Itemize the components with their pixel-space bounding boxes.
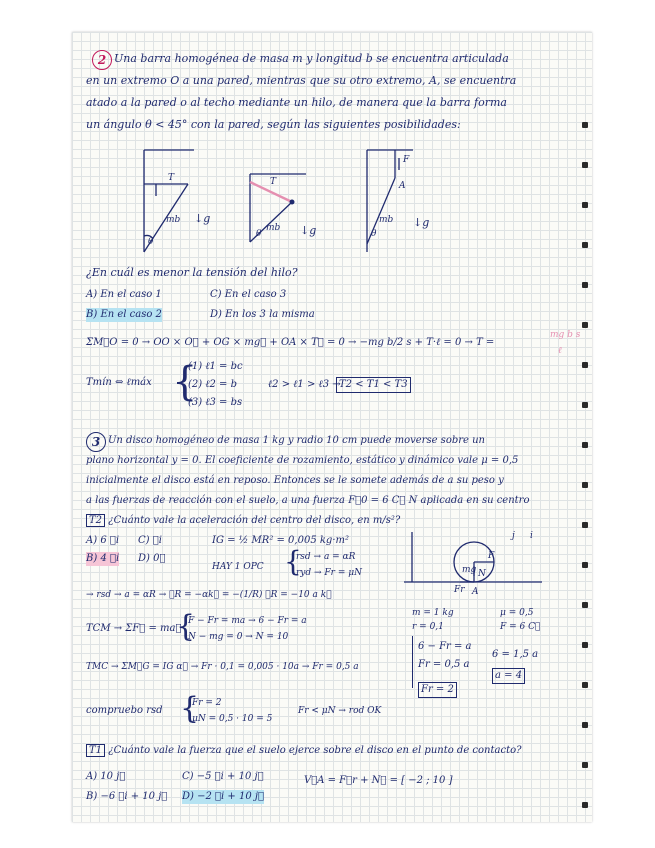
binder-hole — [582, 602, 588, 608]
binder-hole — [582, 402, 588, 408]
gravity-label: ↓g — [413, 216, 430, 229]
one-option-note: HAY 1 OPC — [212, 562, 264, 572]
friction-result: Fr = 2 — [418, 682, 457, 698]
option-c: C) −5 ⃗i + 10 j⃗ — [182, 771, 264, 782]
side-equation: Fr = 0,5 a — [418, 659, 470, 670]
normal-label: N — [478, 569, 486, 579]
problem-t1-question: T1 ¿Cuánto vale la fuerza que el suelo ejerce sobre el disco en el punto de contacto? — [86, 744, 521, 758]
case-1-diagram — [132, 144, 222, 254]
problem-3-statement-line: Un disco homogéneo de masa 1 kg y radio 10 cm puede moverse sobre un — [108, 435, 485, 446]
binder-hole — [582, 482, 588, 488]
option-d-selected: D) −2 ⃗i + 10 j⃗ — [182, 791, 264, 802]
option-a: A) 6 ⃗i — [86, 535, 120, 546]
option-d: D) En los 3 la misma — [210, 309, 315, 320]
rod-label: mb — [166, 215, 181, 225]
kinematic-condition: → rsd → a = αR → ⃗R = −αk⃗ = −(1/R) ⃗R = −10 a k⃗ — [86, 590, 332, 600]
combined-equation: 6 = 1,5 a — [492, 649, 539, 660]
options-brace: { — [284, 545, 302, 578]
gravity-label: ↓g — [300, 224, 317, 237]
check-label: compruebo rsd — [86, 705, 163, 716]
gravity-label: ↓g — [194, 212, 211, 225]
case-length: (1) ℓ1 = bc — [188, 361, 243, 372]
notebook-page — [72, 32, 592, 822]
side-equation: 6 − Fr = a — [418, 641, 472, 652]
problem-2-statement-line: Una barra homogénea de masa m y longitud b se encuentra articulada — [114, 52, 509, 65]
tcm-equation: N − mg = 0 → N = 10 — [188, 632, 289, 642]
tension-label: T — [270, 177, 277, 187]
tension-label: T — [168, 173, 175, 183]
rod-label: mb — [266, 223, 281, 233]
option-c: C) En el caso 3 — [210, 289, 287, 300]
question-label: T1 — [86, 744, 105, 757]
case-3-diagram — [357, 144, 452, 254]
cases-brace: { — [172, 359, 198, 405]
tension-order-result: T2 < T1 < T3 — [336, 377, 411, 393]
binder-hole — [582, 762, 588, 768]
weight-label: mg — [462, 565, 477, 575]
option-d: D) 0⃗ — [138, 553, 166, 564]
angle-label: θ — [148, 237, 154, 247]
case-length: (3) ℓ3 = bs — [188, 397, 243, 408]
joint-dot — [290, 200, 295, 205]
given-radius: r = 0,1 — [412, 622, 444, 632]
option-a: A) En el caso 1 — [86, 289, 162, 300]
binder-hole — [582, 802, 588, 808]
i-axis-label: i — [530, 531, 533, 541]
rod-label: mb — [379, 215, 394, 225]
rolling-case: rsd → a = αR — [296, 552, 356, 562]
binder-hole — [582, 642, 588, 648]
problem-3-statement-line: plano horizontal y = 0. El coeficiente de rozamiento, estático y dinámico vale μ = 0,5 — [86, 455, 519, 466]
binder-hole — [582, 202, 588, 208]
option-a: A) 10 j⃗ — [86, 771, 126, 782]
binder-holes — [576, 122, 588, 822]
binder-hole — [582, 562, 588, 568]
tcm-label: TCM → ΣF⃗ = ma⃗ — [86, 623, 182, 634]
problem-3-statement-line: a las fuerzas de reacción con el suelo, a una fuerza F⃗0 = 6 C⃗ N aplicada en su centro — [86, 495, 530, 506]
problem-3-number: 3 — [86, 432, 106, 452]
tcm-equation: F − Fr = ma → 6 − Fr = a — [188, 616, 307, 626]
check-brace: { — [180, 691, 200, 726]
length-order: ℓ2 > ℓ1 > ℓ3 → — [268, 379, 341, 390]
check-equation: Fr = 2 — [192, 698, 222, 708]
binder-hole — [582, 722, 588, 728]
binder-hole — [582, 322, 588, 328]
option-b-selected: B) 4 ⃗i — [86, 553, 120, 564]
acceleration-result: a = 4 — [492, 668, 525, 684]
option-c: C) ⃗i — [138, 535, 162, 546]
option-b: B) −6 ⃗i + 10 j⃗ — [86, 791, 168, 802]
sliding-case: ryd → Fr = μN — [296, 568, 362, 578]
moment-equation: ΣM⃗O = 0 → OO × O⃗ + OG × mg⃗ + OA × T⃗ = 0 → −mg b/2 s + T·ℓ = 0 → T = — [86, 337, 495, 348]
moment-of-inertia: IG = ½ MR² = 0,005 kg·m² — [212, 535, 349, 546]
angle-label: θ — [371, 229, 377, 239]
disc-diagram — [402, 524, 552, 604]
j-axis-label: j — [512, 531, 515, 541]
friction-label: Fr — [454, 585, 465, 595]
binder-hole — [582, 282, 588, 288]
tmin-condition: Tmín ⇔ ℓmáx — [86, 377, 152, 388]
case-length: (2) ℓ2 = b — [188, 379, 238, 390]
option-b-selected: B) En el caso 2 — [86, 309, 162, 320]
problem-2-statement-line: en un extremo O a una pared, mientras que su otro extremo, A, se encuentra — [86, 74, 517, 87]
problem-2-number: 2 — [92, 50, 112, 70]
problem-2-statement-line: atado a la pared o al techo mediante un hilo, de manera que la barra forma — [86, 96, 507, 109]
problem-2-statement-line: un ángulo θ < 45° con la pared, según las siguientes posibilidades: — [86, 118, 461, 131]
contact-point-label: A — [472, 587, 479, 597]
tension-formula-denominator: ℓ — [558, 346, 562, 356]
check-result: Fr < μN → rod OK — [298, 706, 382, 716]
given-mass: m = 1 kg — [412, 608, 454, 618]
given-friction-coefficient: μ = 0,5 — [500, 608, 534, 618]
force-label: F — [403, 155, 410, 165]
binder-hole — [582, 362, 588, 368]
binder-hole — [582, 122, 588, 128]
check-equation: μN = 0,5 · 10 = 5 — [192, 714, 273, 724]
binder-hole — [582, 522, 588, 528]
force-label: F — [488, 551, 495, 561]
point-label: A — [399, 181, 406, 191]
tension-formula-numerator: mg b s — [550, 330, 581, 340]
side-divider — [412, 636, 413, 688]
binder-hole — [582, 162, 588, 168]
binder-hole — [582, 442, 588, 448]
contact-force-answer: V⃗A = F⃗r + N⃗ = [ −2 ; 10 ] — [304, 775, 453, 786]
problem-2-question: ¿En cuál es menor la tensión del hilo? — [86, 266, 298, 279]
problem-3-question: T2 ¿Cuánto vale la aceleración del centro del disco, en m/s²? — [86, 514, 400, 528]
angle-label: θ — [256, 229, 262, 239]
tmc-equation: TMC → ΣM⃗G = IG α⃗ → Fr · 0,1 = 0,005 · 10a → Fr = 0,5 a — [86, 662, 359, 672]
given-force: F = 6 C⃗ — [500, 622, 541, 632]
problem-3-statement-line: inicialmente el disco está en reposo. Entonces se le somete además de a su peso y — [86, 475, 504, 486]
case-2-diagram — [242, 154, 332, 244]
question-label: T2 — [86, 514, 105, 527]
tcm-brace: { — [176, 609, 196, 644]
binder-hole — [582, 682, 588, 688]
binder-hole — [582, 242, 588, 248]
